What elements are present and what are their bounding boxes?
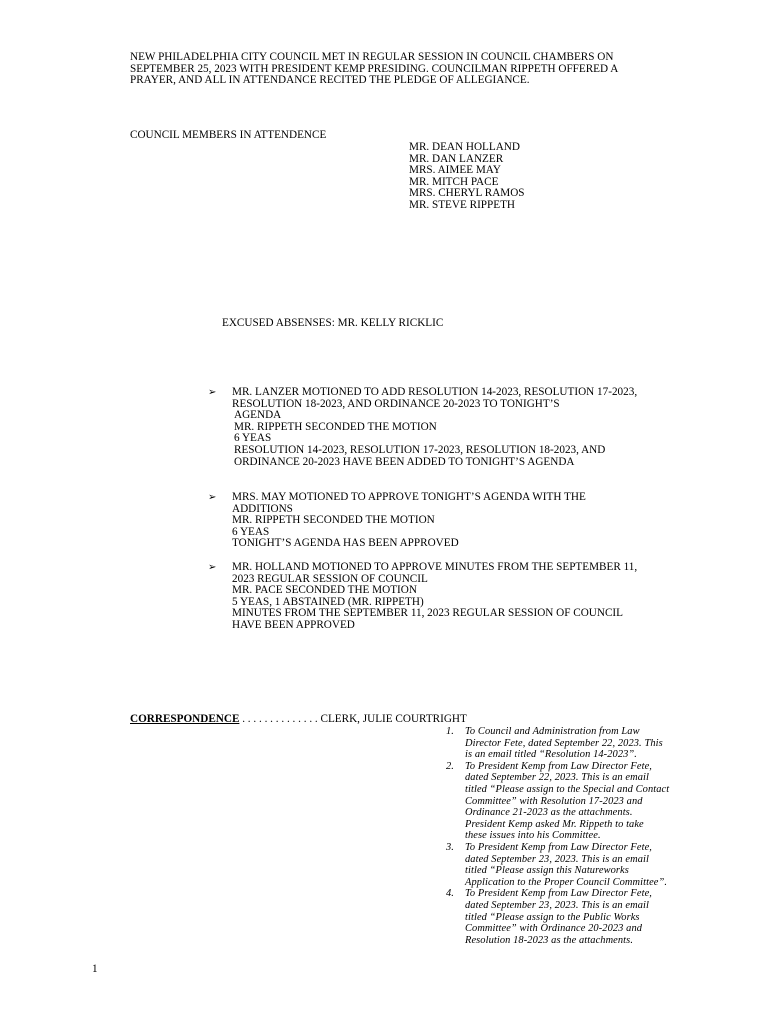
attendance-members-list (409, 142, 525, 212)
motion-line: ADDITIONS (232, 502, 293, 515)
item-line: dated September 22, 2023. This is an email (465, 772, 650, 784)
motion-line: AGENDA (234, 409, 282, 422)
motion-line: MR. LANZER MOTIONED TO ADD RESOLUTION 14-2023, RESOLUTION 17-2023, (232, 386, 638, 398)
arrow-bullet-icon: ➢ (208, 387, 217, 398)
motion-line: MR. HOLLAND MOTIONED TO APPROVE MINUTES FROM THE SEPTEMBER 11, (232, 561, 638, 573)
item-line: titled “Please assign to the Public Works (465, 911, 640, 923)
page-number: 1 (92, 963, 98, 975)
motion-line: 6 YEAS (232, 525, 270, 538)
motion-line: HAVE BEEN APPROVED (232, 618, 355, 631)
item-line: titled “Please assign this Natureworks (465, 865, 629, 877)
intro-line: SEPTEMBER 25, 2023 WITH PRESIDENT KEMP PRESIDING. COUNCILMAN RIPPETH OFFERED A (130, 62, 619, 75)
motion-line: ORDINANCE 20-2023 HAVE BEEN ADDED TO TONIGHT’S AGENDA (234, 455, 575, 468)
member-name: MR. DAN LANZER (409, 152, 504, 165)
attendance-label: COUNCIL MEMBERS IN ATTENDENCE (130, 129, 327, 141)
correspondence-list (440, 726, 710, 946)
motion-line: MR. RIPPETH SECONDED THE MOTION (234, 420, 437, 433)
motion-line: MR. RIPPETH SECONDED THE MOTION (232, 514, 435, 527)
motion-line: MINUTES FROM THE SEPTEMBER 11, 2023 REGULAR SESSION OF COUNCIL (232, 607, 623, 620)
motion-text (232, 492, 586, 550)
correspondence-item (440, 761, 710, 842)
item-number: 1. (446, 726, 454, 737)
member-name: MR. STEVE RIPPETH (409, 198, 515, 211)
motion-text (232, 387, 637, 468)
item-line: Application to the Proper Council Committee”. (465, 876, 668, 888)
item-line: is an email titled “Resolution 14-2023”. (465, 749, 637, 761)
item-line: these issues into his Committee. (465, 830, 601, 842)
motion-line: 5 YEAS, 1 ABSTAINED (MR. RIPPETH) (232, 595, 424, 608)
intro-paragraph (130, 52, 690, 87)
item-line: dated September 23, 2023. This is an email (465, 853, 650, 865)
correspondence-clerk: . . . . . . . . . . . . . . CLERK, JULIE COURTRIGHT (239, 713, 467, 725)
member-name: MR. DEAN HOLLAND (409, 141, 520, 153)
item-line: President Kemp asked Mr. Rippeth to take (465, 818, 644, 830)
motion-line: 6 YEAS (234, 432, 272, 445)
item-line: dated September 23, 2023. This is an email (465, 899, 650, 911)
item-line: To President Kemp from Law Director Fete, (465, 888, 652, 900)
item-number: 4. (446, 888, 454, 900)
motion-text (232, 562, 637, 632)
item-line: Committee” with Ordinance 20-2023 and (465, 923, 643, 935)
item-line: Director Fete, dated September 22, 2023. This (465, 737, 663, 749)
correspondence-item (440, 842, 710, 888)
item-line: Resolution 18-2023 as the attachments. (465, 934, 634, 946)
intro-line: PRAYER, AND ALL IN ATTENDANCE RECITED THE PLEDGE OF ALLEGIANCE. (130, 74, 530, 87)
excused-absences: EXCUSED ABSENSES: MR. KELLY RICKLIC (222, 317, 444, 329)
motion-line: 2023 REGULAR SESSION OF COUNCIL (232, 572, 428, 585)
motion-line: RESOLUTION 18-2023, AND ORDINANCE 20-2023 TO TONIGHT’S (232, 397, 560, 410)
item-line: Committee” with Resolution 17-2023 and (465, 795, 643, 807)
member-name: MRS. CHERYL RAMOS (409, 187, 525, 200)
arrow-bullet-icon: ➢ (208, 562, 217, 573)
item-line: Ordinance 21-2023 as the attachments. (465, 807, 633, 819)
motion-line: MRS. MAY MOTIONED TO APPROVE TONIGHT’S AGENDA WITH THE (232, 491, 586, 503)
item-line: To President Kemp from Law Director Fete, (465, 760, 652, 772)
correspondence-item (440, 888, 710, 946)
correspondence-header (130, 714, 467, 726)
item-number: 3. (446, 841, 454, 853)
motion-line: MR. PACE SECONDED THE MOTION (232, 584, 417, 597)
item-line: titled “Please assign to the Special and Contact (465, 783, 670, 795)
item-number: 2. (446, 760, 454, 772)
member-name: MRS. AIMEE MAY (409, 164, 501, 177)
correspondence-heading: CORRESPONDENCE (130, 713, 240, 725)
item-line: To Council and Administration from Law (465, 726, 640, 737)
motion-line: TONIGHT’S AGENDA HAS BEEN APPROVED (232, 537, 459, 550)
correspondence-item (440, 726, 710, 761)
intro-line: NEW PHILADELPHIA CITY COUNCIL MET IN REGULAR SESSION IN COUNCIL CHAMBERS ON (130, 51, 614, 63)
arrow-bullet-icon: ➢ (208, 492, 217, 503)
item-line: To President Kemp from Law Director Fete, (465, 841, 652, 853)
member-name: MR. MITCH PACE (409, 175, 499, 188)
motion-line: RESOLUTION 14-2023, RESOLUTION 17-2023, RESOLUTION 18-2023, AND (234, 443, 606, 456)
